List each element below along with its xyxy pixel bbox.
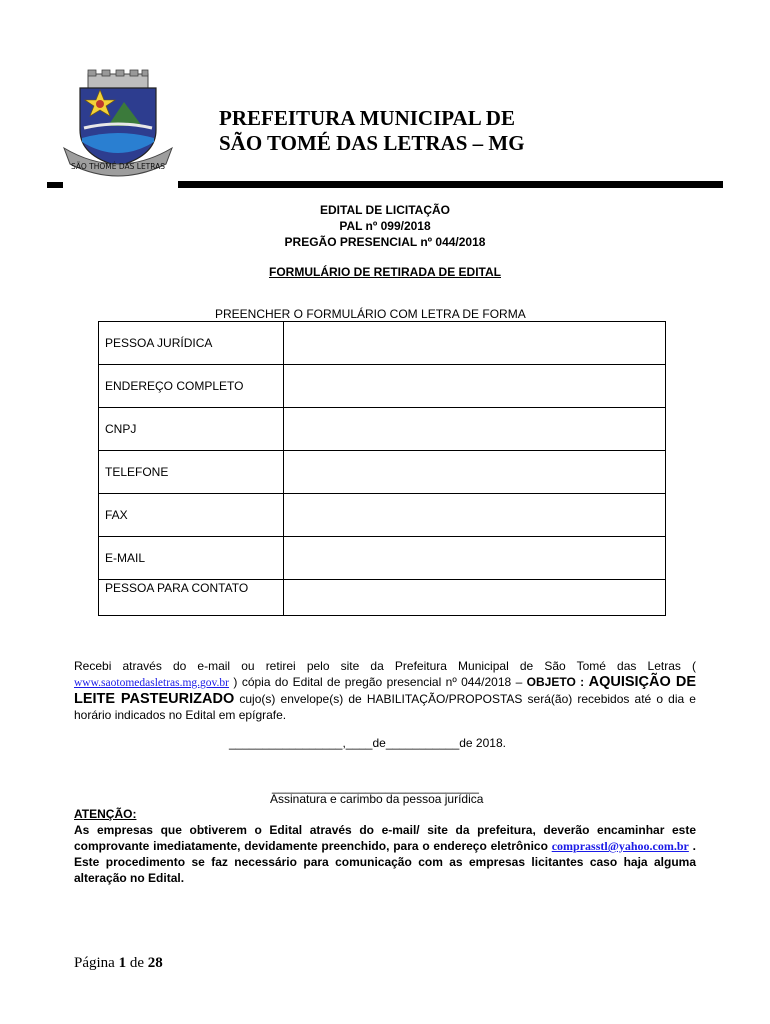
header-rule-left [47,182,63,188]
footer-page-number: 1 [118,955,127,971]
crest-ribbon-text: SÃO THOMÉ DAS LETRAS [70,162,166,171]
form-label: CNPJ [99,408,284,451]
objeto-label: OBJETO : [526,675,585,689]
receipt-text-1: Recebi através do e-mail ou retirei pelo site da Prefeitura Municipal de São Tomé das Letras ( [74,659,696,673]
header-title-line1: PREFEITURA MUNICIPAL DE [219,106,515,130]
form-label: ENDEREÇO COMPLETO [99,365,284,408]
form-title: FORMULÁRIO DE RETIRADA DE EDITAL [269,265,501,279]
cnpj-field[interactable] [284,408,666,451]
form-label: PESSOA PARA CONTATO [99,580,284,616]
objeto-description: AQUISIÇÃO DE LEITE PASTEURIZADO [74,674,697,707]
form-label: FAX [99,494,284,537]
date-line[interactable]: _________________,____de___________de 2018. [229,736,506,750]
form-instruction: PREENCHER O FORMULÁRIO COM LETRA DE FORMA [215,307,526,321]
form-row-telefone [99,451,666,494]
compras-email-link[interactable]: comprasstl@yahoo.com.br [551,839,689,853]
withdrawal-form-table [98,321,666,616]
form-label: E-MAIL [99,537,284,580]
municipal-crest-logo [58,68,178,180]
pal-number: PAL nº 099/2018 [339,219,431,233]
form-row-contato [99,580,666,616]
form-row-fax [99,494,666,537]
signature-line[interactable]: _______________________________ [272,780,479,794]
fax-field[interactable] [284,494,666,537]
receipt-text-3: cujo(s) envelope(s) de HABILITAÇÃO/PROPOSTAS será(ão) recebidos até o dia e horário indicados no Edital em epígrafe. [74,692,696,722]
receipt-text-2: ) cópia do Edital de pregão presencial nº 044/2018 – [233,675,523,689]
footer-total-pages: 28 [147,955,163,971]
contato-field[interactable] [284,580,666,616]
header-title-line2: SÃO TOMÉ DAS LETRAS – MG [219,131,525,155]
notice-text-1: As empresas que obtiverem o Edital através do e-mail/ site da prefeitura, deverão encaminhar este comprovante imediatamente, devidamente preenchido, para o endereço eletrônico [74,823,696,853]
form-label: PESSOA JURÍDICA [99,322,284,365]
page-footer [74,955,163,972]
notice-text-2: . Este procedimento se faz necessário para comunicação com as empresas licitantes caso haja alguma alteração no Edital. [74,839,696,885]
receipt-paragraph [74,658,696,723]
form-row-endereco [99,365,666,408]
notice-heading: ATENÇÃO: [74,807,137,821]
footer-of: de [129,955,144,971]
email-field[interactable] [284,537,666,580]
form-row-pessoa-juridica [99,322,666,365]
prefeitura-website-link[interactable]: www.saotomedasletras.mg.gov.br [74,677,230,689]
telefone-field[interactable] [284,451,666,494]
form-label: TELEFONE [99,451,284,494]
footer-prefix: Página [74,955,115,971]
signature-label: Assinatura e carimbo da pessoa jurídica [270,792,484,806]
endereco-field[interactable] [284,365,666,408]
header-rule [178,181,723,188]
form-row-email [99,537,666,580]
pregao-number: PREGÃO PRESENCIAL nº 044/2018 [284,235,486,249]
pessoa-juridica-field[interactable] [284,322,666,365]
edital-heading: EDITAL DE LICITAÇÃO [320,203,450,217]
form-row-cnpj [99,408,666,451]
notice-paragraph [74,822,696,886]
